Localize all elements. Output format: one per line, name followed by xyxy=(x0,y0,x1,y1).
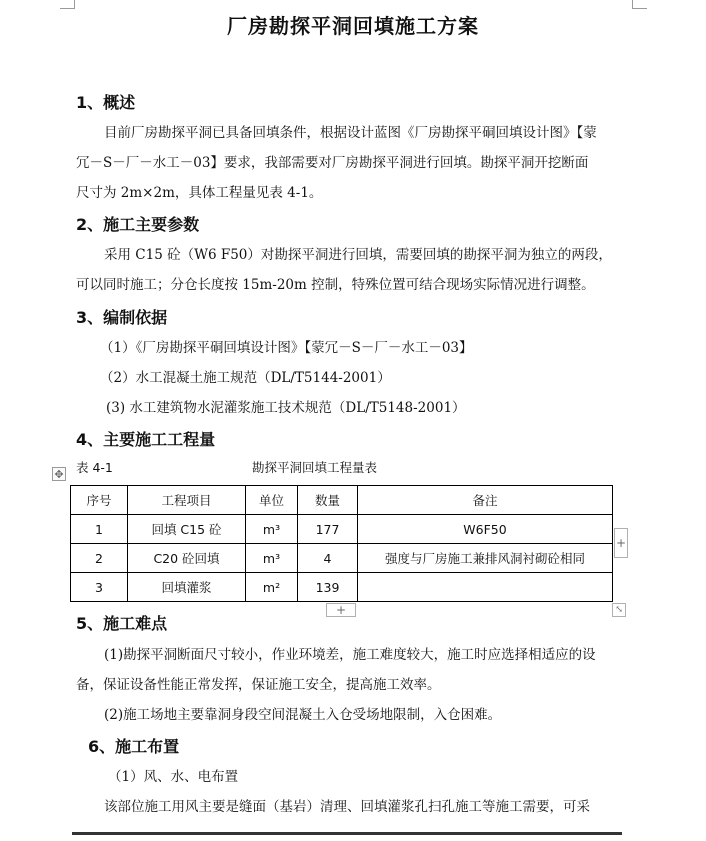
table-cell[interactable]: m³ xyxy=(246,544,298,573)
basis-item: （2）水工混凝土施工规范（DL/T5144-2001） xyxy=(100,370,391,386)
section-heading-overview: 1、概述 xyxy=(76,93,136,112)
table-cell[interactable]: 4 xyxy=(298,544,358,573)
table-cell[interactable]: 1 xyxy=(71,515,128,544)
column-header: 序号 xyxy=(71,486,128,515)
table-cell[interactable]: 2 xyxy=(71,544,128,573)
layout-paragraph xyxy=(76,762,626,822)
column-header: 工程项目 xyxy=(128,486,246,515)
section-heading-basis: 3、编制依据 xyxy=(76,308,168,327)
parameters-paragraph xyxy=(76,240,626,300)
parameters-line: 采用 C15 砼（W6 F50）对勘探平洞进行回填，需要回填的勘探平洞为独立的两段， xyxy=(104,247,612,263)
table-cell[interactable]: 3 xyxy=(71,573,128,602)
table-move-handle-icon[interactable]: ✥ xyxy=(52,467,66,481)
table-row xyxy=(71,573,613,602)
difficulties-line: (2)施工场地主要靠洞身段空间混凝土入仓受场地限制，入仓困难。 xyxy=(104,707,502,723)
table-label: 表 4-1 xyxy=(76,460,113,475)
crop-mark-top-left xyxy=(60,0,75,9)
column-header: 备注 xyxy=(358,486,613,515)
parameters-line: 可以同时施工；分仓长度按 15m-20m 控制，特殊位置可结合现场实际情况进行调整。 xyxy=(76,277,595,293)
table-cell[interactable]: 139 xyxy=(298,573,358,602)
table-row xyxy=(71,544,613,573)
column-header: 单位 xyxy=(246,486,298,515)
table-title: 勘探平洞回填工程量表 xyxy=(252,460,378,475)
layout-subheading: （1）风、水、电布置 xyxy=(108,769,239,785)
difficulties-paragraph xyxy=(76,640,626,730)
difficulties-line: 备，保证设备性能正常发挥，保证施工安全，提高施工效率。 xyxy=(76,677,441,693)
overview-line: 尺寸为 2m×2m，具体工程量见表 4-1。 xyxy=(76,185,323,201)
page-bottom-rule xyxy=(72,832,622,835)
quantity-table xyxy=(70,485,613,602)
crop-mark-top-right xyxy=(632,0,647,9)
document-title: 厂房勘探平洞回填施工方案 xyxy=(227,14,479,38)
table-cell[interactable]: 回填灌浆 xyxy=(128,573,246,602)
table-resize-icon[interactable]: ⤡ xyxy=(612,603,626,617)
table-cell[interactable]: C20 砼回填 xyxy=(128,544,246,573)
basis-item: (3) 水工建筑物水泥灌浆施工技术规范（DL/T5148-2001） xyxy=(106,400,466,416)
section-heading-difficulties: 5、施工难点 xyxy=(76,614,168,633)
basis-list xyxy=(100,333,650,423)
layout-line: 该部位施工用风主要是缝面（基岩）清理、回填灌浆孔扫孔施工等施工需要，可采 xyxy=(104,799,590,815)
table-cell[interactable]: 回填 C15 砼 xyxy=(128,515,246,544)
section-heading-layout: 6、施工布置 xyxy=(88,737,180,756)
overview-paragraph xyxy=(76,118,626,208)
column-header: 数量 xyxy=(298,486,358,515)
basis-item: （1）《厂房勘探平硐回填设计图》【蒙冗－S－厂－水工－03】 xyxy=(100,340,473,356)
overview-line: 目前厂房勘探平洞已具备回填条件，根据设计蓝图《厂房勘探平硐回填设计图》【蒙 xyxy=(104,125,597,141)
table-cell[interactable]: m² xyxy=(246,573,298,602)
difficulties-line: (1)勘探平洞断面尺寸较小，作业环境差，施工难度较大，施工时应选择相适应的设 xyxy=(104,647,596,663)
table-row xyxy=(71,515,613,544)
table-cell[interactable]: 177 xyxy=(298,515,358,544)
table-header-row xyxy=(71,486,613,515)
section-heading-parameters: 2、施工主要参数 xyxy=(76,215,200,234)
table-cell[interactable]: m³ xyxy=(246,515,298,544)
table-cell[interactable]: W6F50 xyxy=(358,515,613,544)
table-cell[interactable] xyxy=(358,573,613,602)
add-column-icon[interactable]: + xyxy=(614,528,628,558)
add-row-icon[interactable]: + xyxy=(326,603,356,617)
overview-line: 冗－S－厂－水工－03】要求，我部需要对厂房勘探平洞进行回填。勘探平洞开挖断面 xyxy=(76,155,589,171)
section-heading-quantities: 4、主要施工工程量 xyxy=(76,430,216,449)
table-cell[interactable]: 强度与厂房施工兼排风洞衬砌砼相同 xyxy=(358,544,613,573)
